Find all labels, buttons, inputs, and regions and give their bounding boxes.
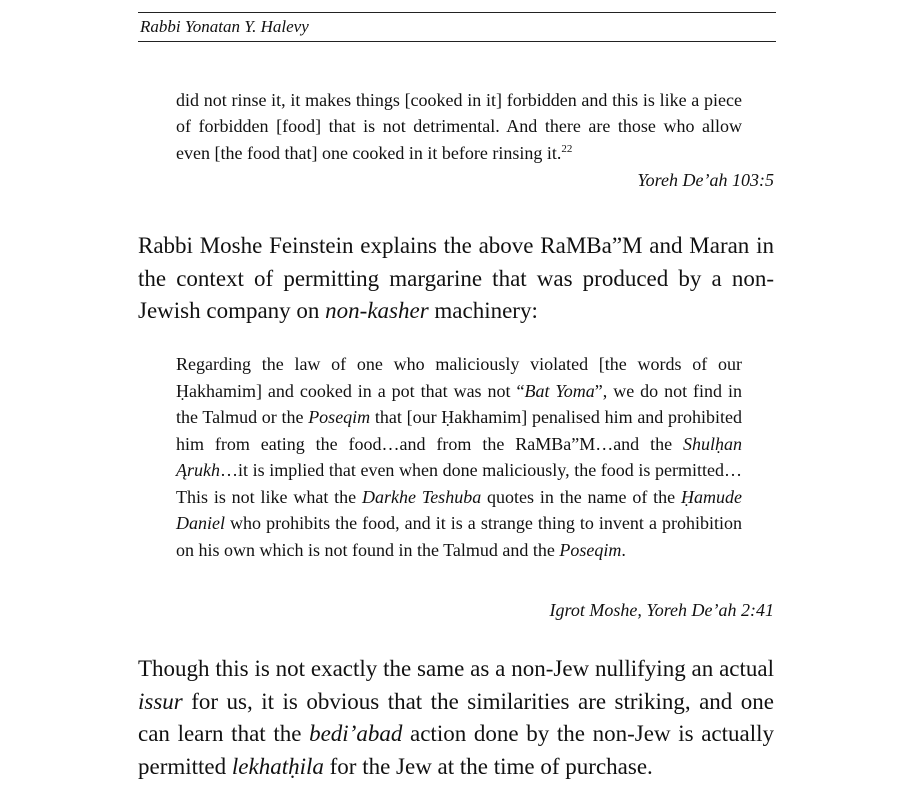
quote2-text-c: that [our Ḥakhamim] penalised him and prohibited him from eating the food…and from the RaMBa”M…and the: [176, 407, 742, 454]
quote2-italic-poseqim: Poseqim: [308, 407, 371, 427]
body-paragraph-feinstein: [138, 230, 774, 328]
quote2-italic-shulhan-arukh: Shulḥan Ąrukh: [176, 433, 742, 480]
para1-text-a: Rabbi Moshe Feinstein explains the above RaMBa”M and Maran in the context of permitting margarine that was produced by a non-Jewish company on: [138, 233, 774, 323]
para2-italic-lekhathila: lekhatḥila: [231, 753, 324, 779]
para2-text-a: Though this is not exactly the same as a non-Jew nullifying an actual: [138, 656, 774, 681]
quote2-text-b: ”, we do not find in the Talmud or the: [176, 380, 742, 427]
block-quote-yoreh-deah: [176, 87, 742, 166]
quote2-text-a: Regarding the law of one who maliciously violated [the words of our Ḥakhamim] and cooked in a pot that was not “: [176, 354, 742, 401]
quote2-italic-darkhe-teshuba: Darkhe Teshuba: [362, 486, 482, 507]
para2-text-d: for the Jew at the time of purchase.: [323, 753, 653, 779]
quote2-text-g: .: [621, 539, 626, 560]
quote2-text-e: quotes in the name of the: [481, 486, 682, 507]
quote2-italic-hamude-daniel: Ḥamude Daniel: [176, 486, 743, 533]
header-bottom-rule: [138, 41, 776, 42]
quote2-text-d: …it is implied that even when done maliciously, the food is permitted…This is not like what the: [176, 460, 742, 507]
quote1-text: did not rinse it, it makes things [cooked in it] forbidden and this is like a piece of forbidden [food] that is not detrimental. And there are those who allow even [the food that] one cooked in it before rinsing it.: [176, 90, 742, 163]
running-head-title: Rabbi Yonatan Y. Halevy: [140, 17, 309, 36]
quote2-italic-bat-yoma: Bat Yoma: [524, 380, 595, 401]
para2-italic-issur: issur: [138, 688, 183, 714]
quote2-italic-poseqim-2: Poseqim: [559, 539, 622, 560]
para2-italic-bediabad: bedi’abad: [309, 721, 403, 746]
header-top-rule: [138, 12, 776, 13]
footnote-marker-22[interactable]: 22: [561, 142, 573, 155]
body-paragraph-conclusion: [138, 653, 774, 783]
quote2-text-f: who prohibits the food, and it is a strange thing to invent a prohibition on his own which is not found in the Talmud and the: [176, 513, 742, 560]
para1-italic-non-kasher: non-kasher: [325, 298, 429, 323]
para1-text-b: machinery:: [428, 298, 538, 323]
para2-text-c: action done by the non-Jew is actually permitted: [138, 721, 774, 779]
quote1-source-citation: Yoreh De’ah 103:5: [637, 170, 774, 190]
block-quote-igrot-moshe: [176, 351, 742, 563]
quote2-source-citation: Igrot Moshe, Yoreh De’ah 2:41: [549, 600, 774, 620]
para2-text-b: for us, it is obvious that the similarities are striking, and one can learn that the: [138, 688, 774, 746]
